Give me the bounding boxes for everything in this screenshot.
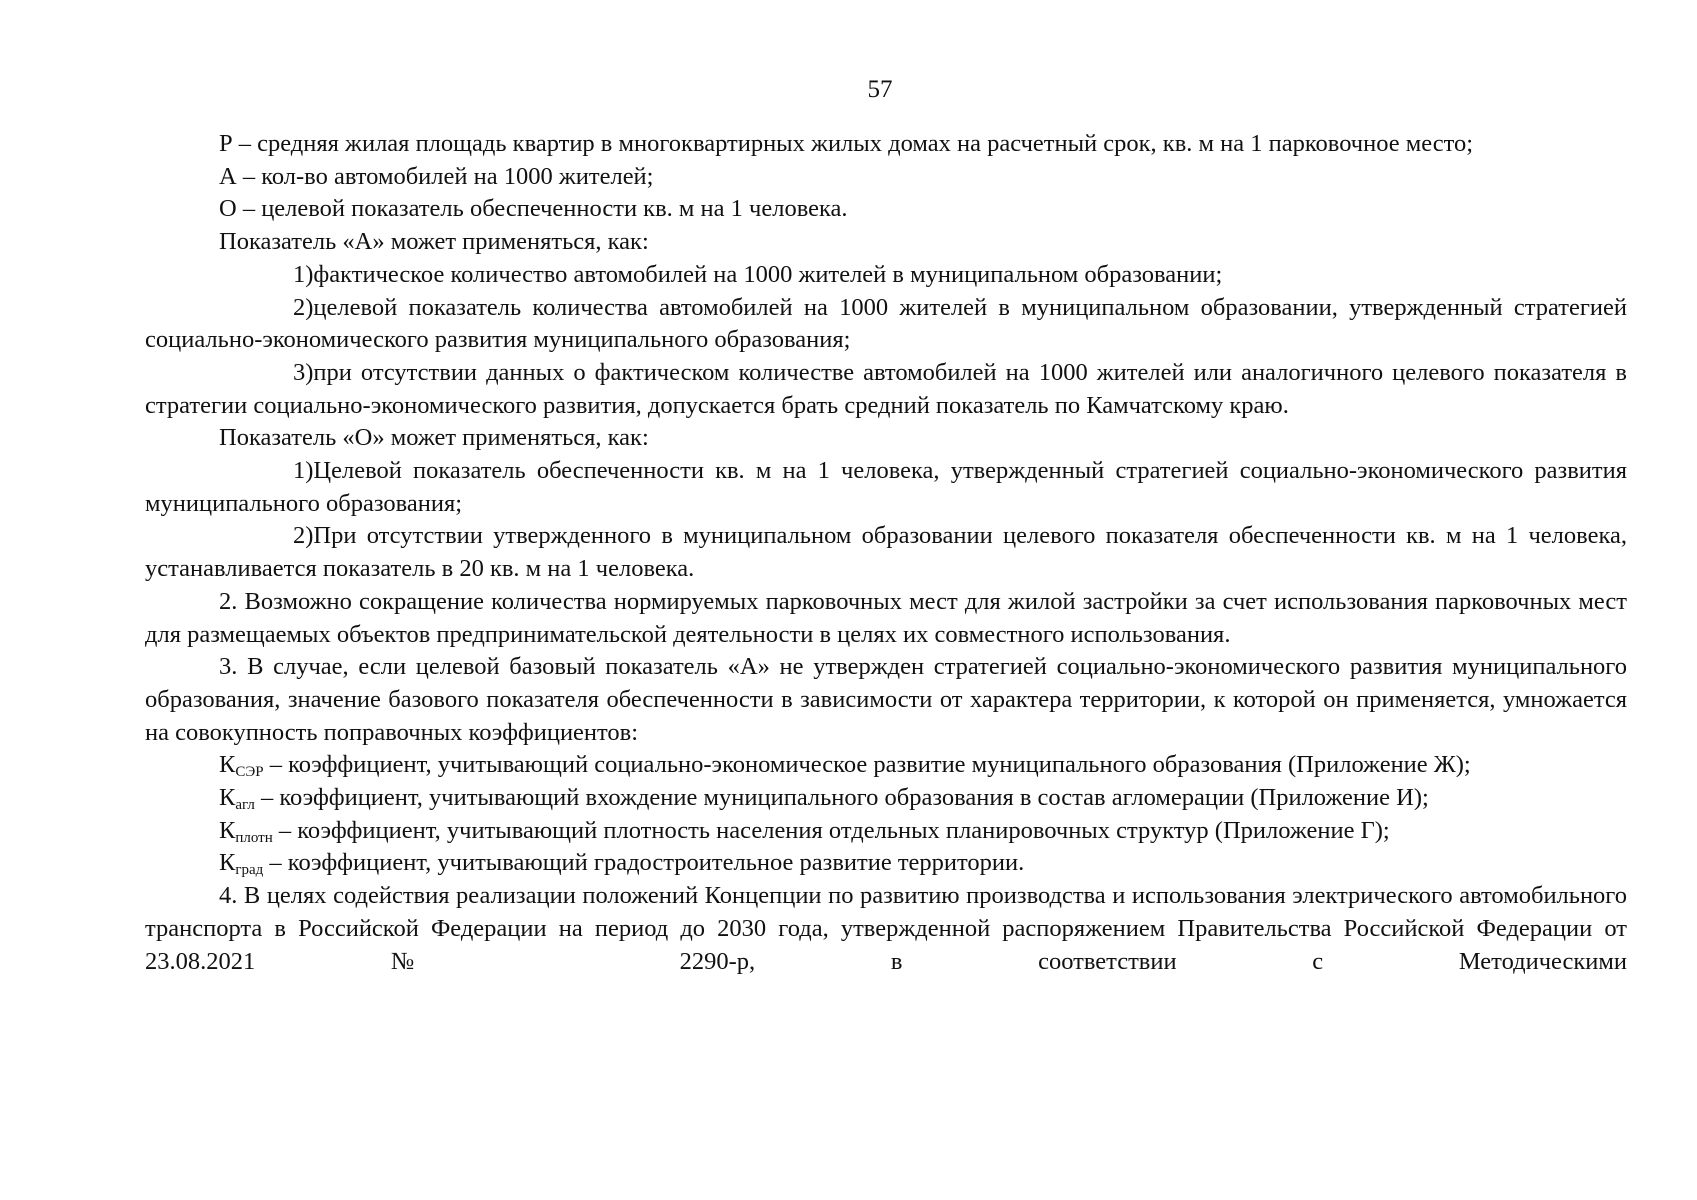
list-number: 3)	[293, 358, 314, 386]
coefficient-symbol: К	[219, 816, 236, 844]
coefficient-kgrad	[145, 847, 1627, 880]
coefficient-subscript: град	[235, 862, 264, 879]
paragraph-text: Р – средняя жилая площадь квартир в многоквартирных жилых домах на расчетный срок, кв. м на 1 парковочное место;	[219, 130, 1474, 157]
paragraph-text: Показатель «А» может применяться, как:	[219, 228, 649, 256]
paragraph-item-4	[145, 880, 1627, 978]
coefficient-symbol: К	[219, 751, 236, 779]
list-number: 2)	[293, 522, 314, 550]
coefficient-subscript: СЭР	[235, 764, 264, 781]
coefficient-description: – коэффициент, учитывающий плотность населения отдельных планировочных структур (Приложение Г);	[272, 816, 1390, 844]
coefficient-subscript: плотн	[235, 829, 273, 846]
paragraph-item-2	[145, 586, 1627, 651]
list-item-a-2	[145, 292, 1627, 357]
paragraph-text: Показатель «О» может применяться, как:	[219, 424, 649, 452]
list-item-o-1	[145, 455, 1627, 520]
paragraph-a-definition	[145, 161, 1627, 194]
list-number: 2)	[293, 293, 314, 321]
page-number: 57	[867, 76, 893, 103]
coefficient-description: – коэффициент, учитывающий вхождение муниципального образования в состав агломерации (Приложение И);	[254, 784, 1429, 812]
list-number: 1)	[293, 260, 314, 288]
list-number: 1)	[293, 457, 314, 485]
list-item-text: целевой показатель количества автомобилей на 1000 жителей в муниципальном образовании, утвержденный стратегией социально-экономического развития муниципального образования;	[145, 293, 1627, 354]
paragraph-a-usage-intro	[145, 226, 1627, 259]
document-body	[145, 128, 1627, 978]
paragraph-text: 3. В случае, если целевой базовый показатель «А» не утвержден стратегией социально-экономического развития муниципального образования, значение базового показателя обеспеченности в зависимости от характера территории, к которой он применяется, умножается на совокупность поправочных коэффициентов:	[145, 653, 1627, 746]
coefficient-subscript: агл	[235, 797, 255, 814]
coefficient-description: – коэффициент, учитывающий градостроительное развитие территории.	[263, 849, 1025, 877]
paragraph-item-3	[145, 651, 1627, 749]
list-item-text: При отсутствии утвержденного в муниципальном образовании целевого показателя обеспеченности кв. м на 1 человека, устанавливается показатель в 20 кв. м на 1 человека.	[145, 522, 1627, 583]
paragraph-text: А – кол-во автомобилей на 1000 жителей;	[219, 162, 654, 190]
list-item-a-1	[145, 259, 1627, 292]
coefficient-ksep	[145, 749, 1627, 782]
list-item-text: при отсутствии данных о фактическом количестве автомобилей на 1000 жителей или аналогичного целевого показателя в стратегии социально-экономического развития, допускается брать средний показатель по Камчатскому краю.	[145, 358, 1627, 419]
paragraph-p-definition	[145, 128, 1627, 161]
paragraph-text: 2. Возможно сокращение количества нормируемых парковочных мест для жилой застройки за счет использования парковочных мест для размещаемых объектов предпринимательской деятельности в целях их совместного использования.	[145, 587, 1627, 648]
coefficient-description: – коэффициент, учитывающий социально-экономическое развитие муниципального образования (Приложение Ж);	[263, 751, 1471, 779]
coefficient-symbol: К	[219, 849, 236, 877]
paragraph-text: О – целевой показатель обеспеченности кв. м на 1 человека.	[219, 195, 848, 223]
list-item-text: фактическое количество автомобилей на 1000 жителей в муниципальном образовании;	[313, 260, 1223, 288]
paragraph-o-definition	[145, 193, 1627, 226]
coefficient-symbol: К	[219, 784, 236, 812]
coefficient-kplotn	[145, 815, 1627, 848]
list-item-a-3	[145, 357, 1627, 422]
coefficient-kagl	[145, 782, 1627, 815]
paragraph-text: 4. В целях содействия реализации положений Концепции по развитию производства и использования электрического автомобильного транспорта в Российской Федерации на период до 2030 года, утвержденной распоряжением Правительства Российской Федерации от 23.08.2021 № 2290-р, в соответствии с Методическими	[145, 882, 1627, 975]
paragraph-o-usage-intro	[145, 422, 1627, 455]
list-item-text: Целевой показатель обеспеченности кв. м на 1 человека, утвержденный стратегией социально-экономического развития муниципального образования;	[145, 457, 1627, 517]
list-item-o-2	[145, 520, 1627, 585]
